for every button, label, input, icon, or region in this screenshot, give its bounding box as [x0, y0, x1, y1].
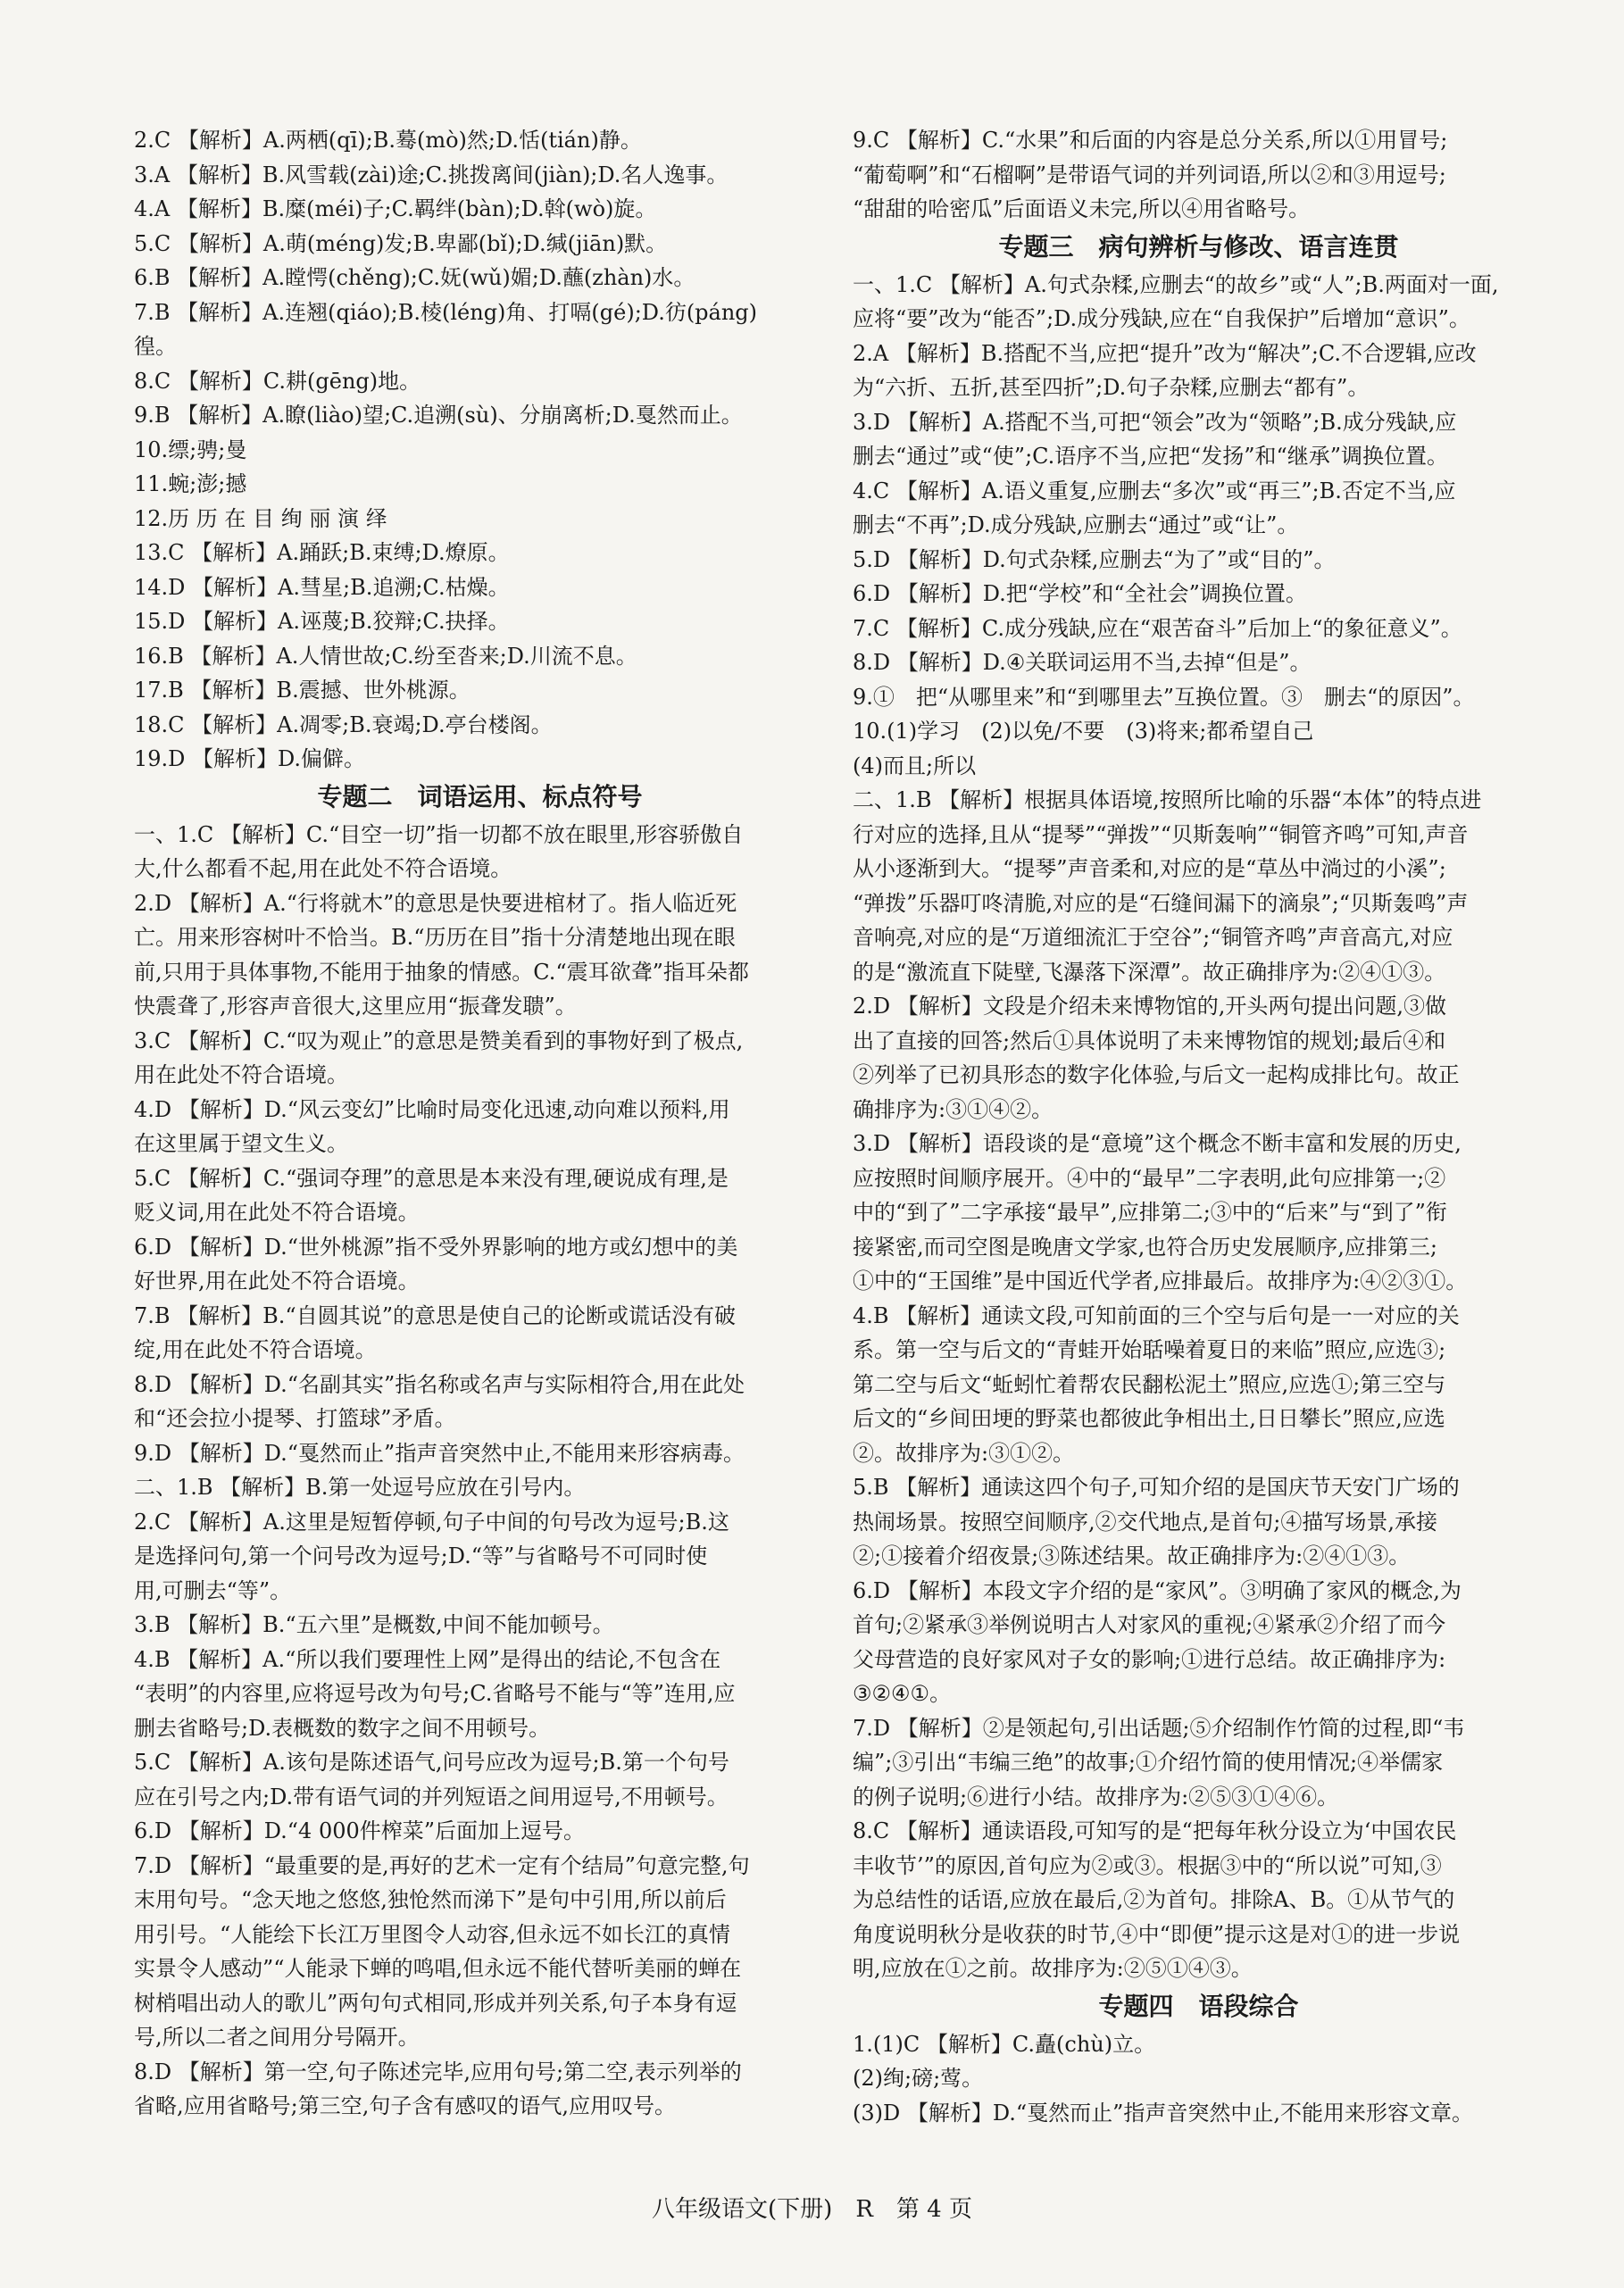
- answer-line: 4.B 【解析】通读文段,可知前面的三个空与后句是一一对应的关: [853, 1302, 1460, 1328]
- answer-line: 树梢唱出动人的歌儿”两句句式相同,形成并列关系,句子本身有逗: [134, 1990, 737, 2016]
- answer-line: 行对应的选择,且从“提琴”“弹拨”“贝斯轰响”“铜管齐鸣”可知,声音: [853, 821, 1469, 847]
- answer-line: 7.B 【解析】A.连翘(qiáo);B.棱(léng)角、打嗝(gé);D.彷(páng): [134, 299, 758, 325]
- answer-line: “弹拨”乐器叮咚清脆,对应的是“石缝间漏下的滴泉”;“贝斯轰鸣”声: [853, 890, 1469, 916]
- section-heading: 专题四 语段综合: [1098, 1991, 1299, 2021]
- answer-line: 快震聋了,形容声音很大,这里应用“振聋发聩”。: [134, 994, 577, 1019]
- answer-line: 9.① 把“从哪里来”和“到哪里去”互换位置。③ 删去“的原因”。: [853, 684, 1475, 710]
- answer-line: 系。第一空与后文的“青蛙开始聒噪着夏日的来临”照应,应选③;: [853, 1337, 1446, 1362]
- answer-line: 9.D 【解析】D.“戛然而止”指声音突然中止,不能用来形容病毒。: [134, 1440, 745, 1466]
- answer-line: 6.D 【解析】D.“4 000件榨菜”后面加上逗号。: [134, 1818, 586, 1843]
- answer-line: 和“还会拉小提琴、打篮球”矛盾。: [134, 1406, 456, 1431]
- answer-line: 在这里属于望文生义。: [134, 1131, 348, 1156]
- answer-line: 2.C 【解析】A.两栖(qī);B.蓦(mò)然;D.恬(tián)静。: [134, 128, 642, 153]
- answer-line: 贬义词,用在此处不符合语境。: [134, 1200, 420, 1225]
- left-column: [134, 123, 826, 2124]
- answer-line: 一、1.C 【解析】A.句式杂糅,应删去“的故乡”或“人”;B.两面对一面,: [853, 271, 1499, 297]
- answer-line: ③②④①。: [853, 1681, 952, 1706]
- answer-line: 5.C 【解析】C.“强词夺理”的意思是本来没有理,硬说成有理,是: [134, 1165, 729, 1191]
- answer-line: 编”;③引出“韦编三绝”的故事;①介绍竹简的使用情况;④举儒家: [853, 1750, 1444, 1775]
- answer-line: 实景令人感动”“人能录下蝉的鸣唱,但永远不能代替听美丽的蝉在: [134, 1956, 742, 1981]
- answer-line: ②;①接着介绍夜景;③陈述结果。故正确排序为:②④①③。: [853, 1543, 1411, 1568]
- answer-line: “葡萄啊”和“石榴啊”是带语气词的并列词语,所以②和③用逗号;: [853, 162, 1446, 187]
- answer-line: ①中的“王国维”是中国近代学者,应排最后。故排序为:④②③①。: [853, 1269, 1468, 1294]
- answer-line: 确排序为:③①④②。: [853, 1096, 1054, 1122]
- answer-line: 应将“要”改为“能否”;D.成分残缺,应在“自我保护”后增加“意识”。: [853, 306, 1470, 331]
- answer-line: 的例子说明;⑥进行小结。故排序为:②⑤③①④⑥。: [853, 1784, 1339, 1810]
- answer-line: 3.A 【解析】B.风雪载(zài)途;C.挑拨离间(jiàn);D.名人逸事。: [134, 162, 729, 187]
- answer-line: 末用句号。“念天地之悠悠,独怆然而涕下”是句中引用,所以前后: [134, 1887, 727, 1912]
- answer-line: 13.C 【解析】A.踊跃;B.束缚;D.燎原。: [134, 540, 510, 565]
- answer-line: 10.(1)学习 (2)以免/不要 (3)将来;都希望自己: [853, 719, 1314, 744]
- answer-line: 一、1.C 【解析】C.“目空一切”指一切都不放在眼里,形容骄傲自: [134, 821, 744, 847]
- section-heading: 专题二 词语运用、标点符号: [317, 781, 643, 811]
- answer-line: 3.C 【解析】C.“叹为观止”的意思是赞美看到的事物好到了极点,: [134, 1028, 744, 1053]
- answer-line: 6.D 【解析】D.把“学校”和“全社会”调换位置。: [853, 581, 1307, 606]
- answer-line: 热闹场景。按照空间顺序,②交代地点,是首句;④描写场景,承接: [853, 1509, 1437, 1535]
- answer-line: 后文的“乡间田埂的野菜也都彼此争相出土,日日攀长”照应,应选: [853, 1406, 1445, 1431]
- answer-line: 8.C 【解析】通读语段,可知写的是“把每年秋分设立为‘中国农民: [853, 1818, 1457, 1843]
- answer-line: 5.C 【解析】A.萌(méng)发;B.卑鄙(bǐ);D.缄(jiān)默。: [134, 230, 668, 256]
- answer-line: 7.D 【解析】②是领起句,引出话题;⑤介绍制作竹简的过程,即“韦: [853, 1715, 1465, 1741]
- answer-line: “甜甜的哈密瓜”后面语义未完,所以④用省略号。: [853, 196, 1311, 221]
- answer-line: 6.B 【解析】A.瞠愕(chěng);C.妩(wǔ)媚;D.蘸(zhàn)水。: [134, 265, 695, 290]
- answer-line: 应按照时间顺序展开。④中的“最早”二字表明,此句应排第一;②: [853, 1165, 1446, 1191]
- answer-line: 应在引号之内;D.带有语气词的并列短语之间用逗号,不用顿号。: [134, 1784, 729, 1810]
- answer-line: 7.B 【解析】B.“自圆其说”的意思是使自己的论断或谎话没有破: [134, 1302, 736, 1328]
- answer-line: 15.D 【解析】A.诬蔑;B.狡辩;C.抉择。: [134, 609, 510, 634]
- page-footer: 八年级语文(下册) R 第 4 页: [652, 2196, 972, 2223]
- answer-line: (4)而且;所以: [853, 753, 977, 778]
- answer-line: 绽,用在此处不符合语境。: [134, 1337, 377, 1362]
- answer-line: 亡。用来形容树叶不恰当。B.“历历在目”指十分清楚地出现在眼: [134, 925, 736, 950]
- answer-line: 3.D 【解析】语段谈的是“意境”这个概念不断丰富和发展的历史,: [853, 1131, 1462, 1156]
- answer-line: 二、1.B 【解析】根据具体语境,按照所比喻的乐器“本体”的特点进: [853, 787, 1482, 812]
- answer-line: 4.B 【解析】A.“所以我们要理性上网”是得出的结论,不包含在: [134, 1646, 721, 1672]
- answer-line: 删去省略号;D.表概数的数字之间不用顿号。: [134, 1715, 551, 1741]
- answer-line: 10.缥;骋;曼: [134, 437, 247, 462]
- answer-line: 删去“不再”;D.成分残缺,应删去“通过”或“让”。: [853, 512, 1299, 537]
- answer-line: 父母营造的良好家风对子女的影响;①进行总结。故正确排序为:: [853, 1646, 1446, 1672]
- answer-line: 5.D 【解析】D.句式杂糅,应删去“为了”或“目的”。: [853, 546, 1336, 572]
- answer-line: 用,可删去“等”。: [134, 1577, 292, 1603]
- answer-line: 2.D 【解析】A.“行将就木”的意思是快要进棺材了。指人临近死: [134, 890, 737, 916]
- answer-line: 徨。: [134, 334, 177, 359]
- answer-line: 前,只用于具体事物,不能用于抽象的情感。C.“震耳欲聋”指耳朵都: [134, 959, 749, 985]
- answer-line: 明,应放在①之前。故排序为:②⑤①④③。: [853, 1956, 1253, 1981]
- answer-line: 用在此处不符合语境。: [134, 1062, 348, 1087]
- answer-line: 6.D 【解析】D.“世外桃源”指不受外界影响的地方或幻想中的美: [134, 1234, 738, 1260]
- answer-line: 第二空与后文“蚯蚓忙着帮农民翻松泥土”照应,应选①;第三空与: [853, 1371, 1446, 1397]
- answer-line: 2.A 【解析】B.搭配不当,应把“提升”改为“解决”;C.不合逻辑,应改: [853, 340, 1477, 366]
- answer-line: 是选择问句,第一个问号改为逗号;D.“等”与省略号不可同时使: [134, 1543, 708, 1568]
- answer-line: 1.(1)C 【解析】C.矗(chù)立。: [853, 2031, 1156, 2057]
- answer-line: (3)D 【解析】D.“戛然而止”指声音突然中止,不能用来形容文章。: [853, 2100, 1474, 2126]
- answer-line: 8.C 【解析】C.耕(gēng)地。: [134, 368, 421, 394]
- answer-line: 8.D 【解析】D.“名副其实”指名称或名声与实际相符合,用在此处: [134, 1371, 745, 1397]
- answer-line: 2.D 【解析】文段是介绍未来博物馆的,开头两句提出问题,③做: [853, 994, 1447, 1019]
- answer-line: 音响亮,对应的是“万道细流汇于空谷”;“铜管齐鸣”声音高亢,对应: [853, 925, 1453, 950]
- answer-line: 3.B 【解析】B.“五六里”是概数,中间不能加顿号。: [134, 1612, 614, 1637]
- answer-line: 3.D 【解析】A.搭配不当,可把“领会”改为“领略”;B.成分残缺,应: [853, 409, 1457, 435]
- answer-line: 的是“激流直下陡壁,飞瀑落下深潭”。故正确排序为:②④①③。: [853, 959, 1446, 985]
- answer-line: 用引号。“人能绘下长江万里图令人动容,但永远不如长江的真情: [134, 1921, 730, 1947]
- answer-line: 8.D 【解析】D.④关联词运用不当,去掉“但是”。: [853, 650, 1312, 675]
- answer-line: 中的“到了”二字承接“最早”,应排第二;③中的“后来”与“到了”衔: [853, 1200, 1447, 1225]
- answer-line: 5.C 【解析】A.该句是陈述语气,问号应改为逗号;B.第一个句号: [134, 1750, 729, 1775]
- answer-line: 11.蜿;澎;撼: [134, 471, 247, 496]
- answer-line: 省略,应用省略号;第三空,句子含有感叹的语气,应用叹号。: [134, 2093, 676, 2118]
- answer-line: 为总结性的话语,应放在最后,②为首句。排除A、B。①从节气的: [853, 1887, 1455, 1912]
- answer-line: 为“六折、五折,甚至四折”;D.句子杂糅,应删去“都有”。: [853, 375, 1370, 400]
- answer-line: 9.C 【解析】C.“水果”和后面的内容是总分关系,所以①用冒号;: [853, 128, 1448, 153]
- answer-line: 16.B 【解析】A.人情世故;C.纷至沓来;D.川流不息。: [134, 643, 637, 669]
- right-column: [853, 123, 1545, 2130]
- answer-line: 2.C 【解析】A.这里是短暂停顿,句子中间的句号改为逗号;B.这: [134, 1509, 729, 1535]
- answer-line: 角度说明秋分是收获的时节,④中“即便”提示这是对①的进一步说: [853, 1921, 1461, 1947]
- answer-line: 大,什么都看不起,用在此处不符合语境。: [134, 856, 512, 881]
- answer-line: 好世界,用在此处不符合语境。: [134, 1269, 420, 1294]
- answer-line: 8.D 【解析】第一空,句子陈述完毕,应用句号;第二空,表示列举的: [134, 2059, 742, 2084]
- answer-line: ②列举了已初具形态的数字化体验,与后文一起构成排比句。故正: [853, 1062, 1460, 1087]
- answer-line: 接紧密,而司空图是晚唐文学家,也符合历史发展顺序,应排第三;: [853, 1234, 1437, 1260]
- answer-line: ②。故排序为:③①②。: [853, 1440, 1075, 1466]
- answer-line: 4.C 【解析】A.语义重复,应删去“多次”或“再三”;B.否定不当,应: [853, 478, 1456, 503]
- answer-line: 丰收节’”的原因,首句应为②或③。根据③中的“所以说”可知,③: [853, 1852, 1442, 1878]
- answer-line: 18.C 【解析】A.凋零;B.衰竭;D.亭台楼阁。: [134, 711, 553, 737]
- answer-line: 14.D 【解析】A.彗星;B.追溯;C.枯燥。: [134, 574, 510, 600]
- answer-line: 号,所以二者之间用分号隔开。: [134, 2025, 420, 2050]
- answer-line: 首句;②紧承③举例说明古人对家风的重视;④紧承②介绍了而今: [853, 1612, 1446, 1637]
- answer-line: (2)绚;磅;莺。: [853, 2066, 984, 2091]
- answer-line: 7.C 【解析】C.成分残缺,应在“艰苦奋斗”后加上“的象征意义”。: [853, 615, 1462, 641]
- answer-line: 5.B 【解析】通读这四个句子,可知介绍的是国庆节天安门广场的: [853, 1475, 1460, 1500]
- answer-line: 4.D 【解析】D.“风云变幻”比喻时局变化迅速,动向难以预料,用: [134, 1096, 730, 1122]
- answer-line: 二、1.B 【解析】B.第一处逗号应放在引号内。: [134, 1475, 586, 1500]
- answer-line: 12.历 历 在 目 绚 丽 演 绎: [134, 505, 387, 531]
- answer-line: 19.D 【解析】D.偏僻。: [134, 746, 366, 771]
- answer-line: 出了直接的回答;然后①具体说明了未来博物馆的规划;最后④和: [853, 1028, 1446, 1053]
- answer-line: 7.D 【解析】“最重要的是,再好的艺术一定有个结局”句意完整,句: [134, 1852, 750, 1878]
- answer-line: “表明”的内容里,应将逗号改为句号;C.省略号不能与“等”连用,应: [134, 1681, 736, 1706]
- answer-line: 删去“通过”或“使”;C.语序不当,应把“发扬”和“继承”调换位置。: [853, 444, 1449, 469]
- answer-line: 从小逐渐到大。“提琴”声音柔和,对应的是“草丛中淌过的小溪”;: [853, 856, 1446, 881]
- section-heading: 专题三 病句辨析与修改、语言连贯: [998, 231, 1399, 262]
- answer-line: 6.D 【解析】本段文字介绍的是“家风”。③明确了家风的概念,为: [853, 1577, 1462, 1603]
- answer-line: 17.B 【解析】B.震撼、世外桃源。: [134, 678, 471, 703]
- answer-line: 9.B 【解析】A.瞭(liào)望;C.追溯(sù)、分崩离析;D.戛然而止。: [134, 403, 743, 428]
- answer-line: 4.A 【解析】B.糜(méi)子;C.羁绊(bàn);D.斡(wò)旋。: [134, 196, 657, 221]
